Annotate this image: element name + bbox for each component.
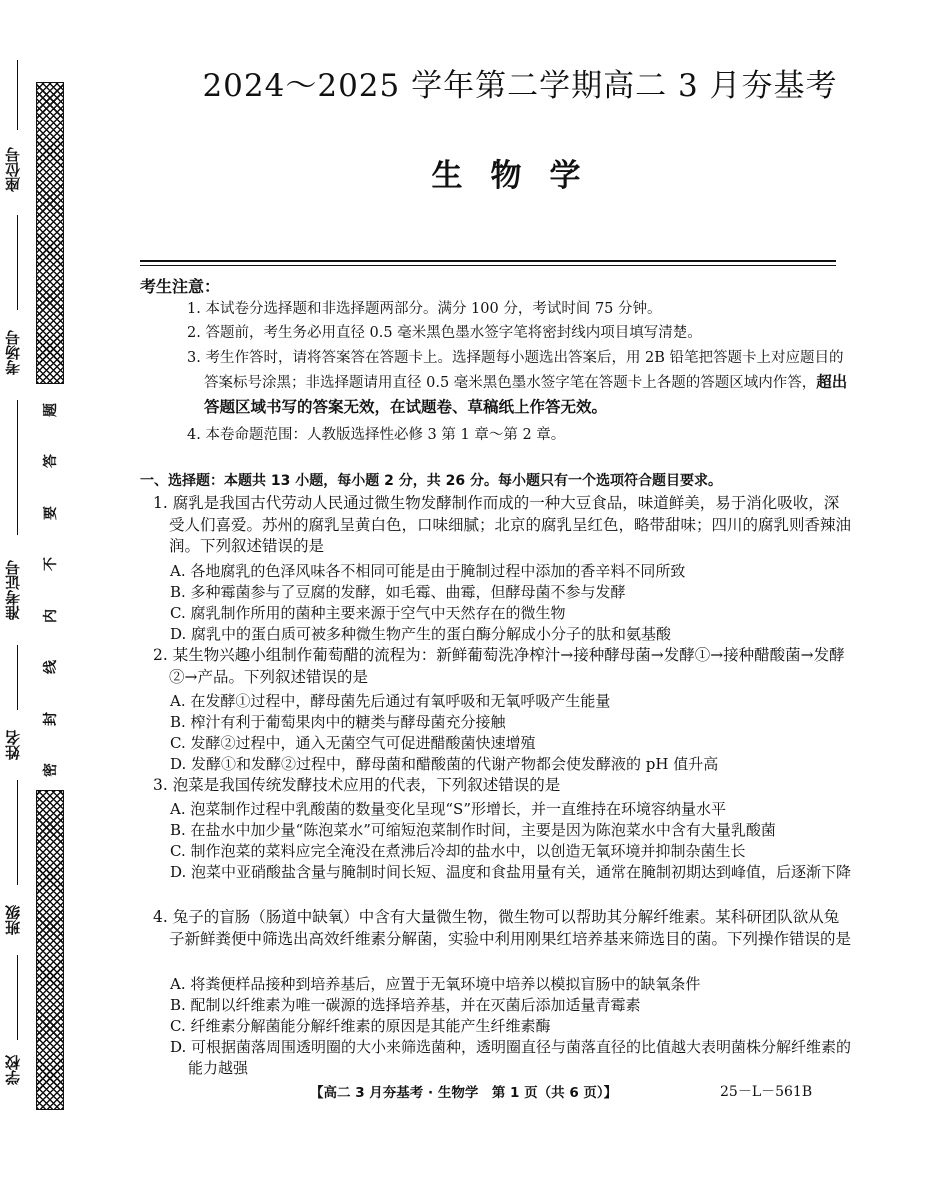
notice-item: 2. 答题前，考生务必用直径 0.5 毫米黑色墨水签字笔将密封线内项目填写清楚。 [187,325,702,341]
seal-char: 内 [43,608,59,623]
field-ticket-number: 准考证号 [4,560,22,620]
question-option: B. 在盐水中加少量“陈泡菜水”可缩短泡菜制作时间，主要是因为陈泡菜水中含有大量乳酸菌 [170,821,776,839]
question-option: D. 可根据菌落周围透明圈的大小来筛选菌种，透明圈直径与菌落直径的比值越大表明菌株分解纤维素的能力越强 [170,1038,852,1077]
field-underline [17,400,18,535]
question-option: B. 多种霉菌参与了豆腐的发酵，如毛霉、曲霉，但酵母菌不参与发酵 [170,583,626,601]
page-footer: 【高二 3 月夯基考 · 生物学 第 1 页（共 6 页）】 [310,1085,618,1101]
field-underline [17,645,18,710]
notice-heading: 考生注意： [140,277,221,296]
field-school: 学校 [4,1055,22,1086]
field-seat-number: 座位号 [4,147,22,193]
field-underline [17,60,18,130]
question-option: C. 制作泡菜的菜料应完全淹没在煮沸后冷却的盐水中，以创造无氧环境并抑制杂菌生长 [170,842,746,860]
binding-fields [0,80,32,1110]
seal-char: 线 [43,660,59,675]
question-stem: 3. 泡菜是我国传统发酵技术应用的代表，下列叙述错误的是 [153,776,561,794]
notice-item [187,346,854,420]
seal-char: 封 [43,711,59,726]
question-option: A. 泡菜制作过程中乳酸菌的数量变化呈现“S”形增长，并一直维持在环境容纳量水平 [170,800,726,818]
question-stem: 2. 某生物兴趣小组制作葡萄醋的流程为：新鲜葡萄洗净榨汁→接种酵母菌→发酵①→接种醋酸菌→发酵②→产品。下列叙述错误的是 [153,646,845,686]
seal-char: 密 [43,762,59,777]
question-option: B. 榨汁有利于葡萄果肉中的糖类与酵母菌充分接触 [170,713,506,731]
seal-line-text [40,400,60,780]
field-underline [17,215,18,310]
question-option: A. 各地腐乳的色泽风味各不相同可能是由于腌制过程中添加的香辛料不同所致 [170,562,686,580]
subject-title: 生物学 [431,158,609,194]
field-class: 班级 [4,905,22,935]
question-option: D. 发酵①和发酵②过程中，酵母菌和醋酸菌的代谢产物都会使发酵液的 pH 值升高 [170,755,719,773]
question-stem: 1. 腐乳是我国古代劳动人民通过微生物发酵制作而成的一种大豆食品，味道鲜美，易于消化吸收，深受人们喜爱。苏州的腐乳呈黄白色，口味细腻；北京的腐乳呈红色，略带甜味；四川的腐乳则香辣油润。下列叙述错误的是 [153,494,852,555]
binding-hatch-top [36,82,64,384]
exam-title: 2024～2025 学年第二学期高二 3 月夯基考 [202,68,838,104]
question-option: C. 纤维素分解菌能分解纤维素的原因是其能产生纤维素酶 [170,1017,551,1035]
notice-warning: 超出答题区域书写的答案无效，在试题卷、草稿纸上作答无效。 [204,373,848,416]
seal-char: 答 [43,454,59,469]
seal-char: 要 [43,505,59,520]
question-option: B. 配制以纤维素为唯一碳源的选择培养基，并在灭菌后添加适量青霉素 [170,996,641,1014]
notice-item: 1. 本试卷分选择题和非选择题两部分。满分 100 分，考试时间 75 分钟。 [187,301,662,317]
question-option: D. 泡菜中亚硝酸盐含量与腌制时间长短、温度和食盐用量有关，通常在腌制初期达到峰值，后逐渐下降 [170,863,852,881]
section-heading: 一、选择题：本题共 13 小题，每小题 2 分，共 26 分。每小题只有一个选项符合题目要求。 [140,473,722,489]
seal-char: 题 [43,403,59,417]
question-stem: 4. 兔子的盲肠（肠道中缺氧）中含有大量微生物，微生物可以帮助其分解纤维素。某科研团队欲从兔子新鲜粪便中筛选出高效纤维素分解菌，实验中利用刚果红培养基来筛选目的菌。下列操作错误的是 [153,908,852,948]
field-name: 姓名 [4,730,22,760]
field-underline [17,955,18,1040]
binding-hatch-bottom [36,790,64,1110]
seal-char: 不 [43,557,59,572]
paper-code: 25－L－561B [720,1084,813,1100]
notice-item: 4. 本卷命题范围：人教版选择性必修 3 第 1 章～第 2 章。 [187,427,566,443]
field-exam-room: 考场号 [4,330,22,376]
question-option: D. 腐乳中的蛋白质可被多种微生物产生的蛋白酶分解成小分子的肽和氨基酸 [170,625,672,643]
question-option: C. 腐乳制作所用的菌种主要来源于空气中天然存在的微生物 [170,604,566,622]
question-option: A. 将粪便样品接种到培养基后，应置于无氧环境中培养以模拟盲肠中的缺氧条件 [170,975,701,993]
divider [140,260,836,262]
question-option: C. 发酵②过程中，通入无菌空气可促进醋酸菌快速增殖 [170,734,536,752]
question-option: A. 在发酵①过程中，酵母菌先后通过有氧呼吸和无氧呼吸产生能量 [170,692,611,710]
divider [140,265,836,266]
notice-item-text: 3. 考生作答时，请将答案答在答题卡上。选择题每小题选出答案后，用 2B 铅笔把答题卡上对应题目的答案标号涂黑；非选择题请用直径 0.5 毫米黑色墨水签字笔在答题卡上各题的答题区域内作答， [187,350,844,391]
field-underline [17,780,18,885]
